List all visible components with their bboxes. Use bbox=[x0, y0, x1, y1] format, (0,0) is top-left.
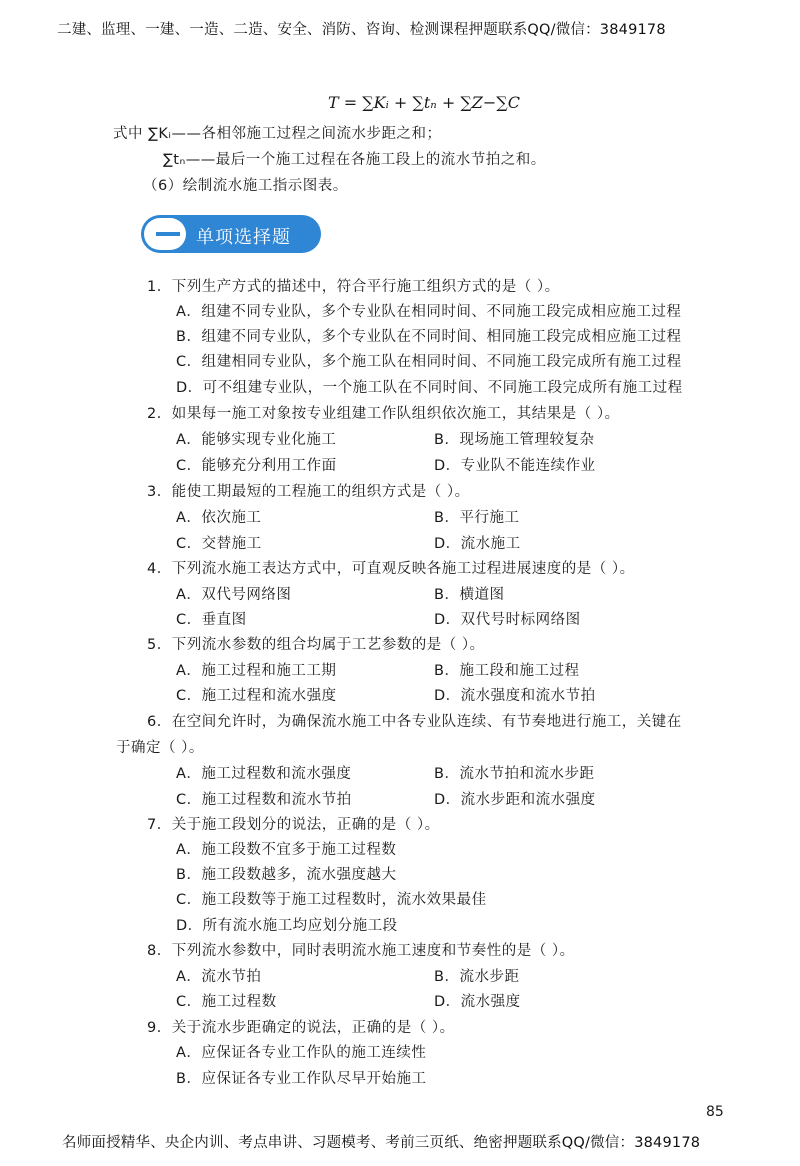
question-8-option-b: B．流水步距 bbox=[434, 969, 520, 985]
step-6: （6）绘制流水施工指示图表。 bbox=[143, 178, 348, 194]
question-3-option-d: D．流水施工 bbox=[434, 536, 521, 552]
section-title: 单项选择题 bbox=[196, 227, 291, 248]
question-1-stem: 1．下列生产方式的描述中，符合平行施工组织方式的是（ ）。 bbox=[147, 279, 560, 295]
formula: T = ∑Kᵢ + ∑tₙ + ∑Z−∑C bbox=[328, 93, 520, 112]
question-7-stem: 7．关于施工段划分的说法，正确的是（ ）。 bbox=[147, 817, 440, 833]
formula-note-1: 式中 ∑Kᵢ——各相邻施工过程之间流水步距之和； bbox=[113, 126, 442, 142]
question-8-option-a: A．流水节拍 bbox=[176, 969, 262, 985]
question-3-stem: 3．能使工期最短的工程施工的组织方式是（ ）。 bbox=[147, 484, 470, 500]
question-6-stem-line1: 6．在空间允许时，为确保流水施工中各专业队连续、有节奏地进行施工，关键在 bbox=[147, 714, 682, 730]
question-6-option-d: D．流水步距和流水强度 bbox=[434, 792, 596, 808]
question-3-option-a: A．依次施工 bbox=[176, 510, 262, 526]
question-5-option-a: A．施工过程和施工工期 bbox=[176, 663, 337, 679]
question-8-option-d: D．流水强度 bbox=[434, 994, 521, 1010]
question-2-option-b: B．现场施工管理较复杂 bbox=[434, 432, 595, 448]
question-6-stem-line2: 于确定（ ）。 bbox=[116, 740, 204, 756]
question-3-option-b: B．平行施工 bbox=[434, 510, 520, 526]
question-1-option-b: B．组建不同专业队，多个专业队在不同时间、相同施工段完成相应施工过程 bbox=[176, 329, 682, 345]
formula-note-2: ∑tₙ——最后一个施工过程在各施工段上的流水节拍之和。 bbox=[163, 152, 546, 168]
question-4-option-d: D．双代号时标网络图 bbox=[434, 612, 581, 628]
question-5-stem: 5．下列流水参数的组合均属于工艺参数的是（ ）。 bbox=[147, 637, 485, 653]
question-2-stem: 2．如果每一施工对象按专业组建工作队组织依次施工，其结果是（ ）。 bbox=[147, 406, 620, 422]
question-7-option-b: B．施工段数越多，流水强度越大 bbox=[176, 867, 397, 883]
question-9-option-a: A．应保证各专业工作队的施工连续性 bbox=[176, 1045, 427, 1061]
question-2-option-c: C．能够充分利用工作面 bbox=[176, 458, 337, 474]
question-6-option-a: A．施工过程数和流水强度 bbox=[176, 766, 352, 782]
header-ad-text: 二建、监理、一建、一造、二造、安全、消防、咨询、检测课程押题联系QQ/微信：3849178 bbox=[57, 22, 666, 38]
question-4-option-a: A．双代号网络图 bbox=[176, 587, 292, 603]
question-1-option-d: D．可不组建专业队，一个施工队在不同时间、不同施工段完成所有施工过程 bbox=[176, 380, 683, 396]
question-9-option-b: B．应保证各专业工作队尽早开始施工 bbox=[176, 1071, 427, 1087]
footer-ad-text: 名师面授精华、央企内训、考点串讲、习题模考、考前三页纸、绝密押题联系QQ/微信：3849178 bbox=[62, 1135, 701, 1151]
question-5-option-d: D．流水强度和流水节拍 bbox=[434, 688, 596, 704]
question-1-option-a: A．组建不同专业队，多个专业队在相同时间、不同施工段完成相应施工过程 bbox=[176, 304, 682, 320]
question-3-option-c: C．交替施工 bbox=[176, 536, 262, 552]
section-badge bbox=[141, 215, 321, 253]
question-7-option-a: A．施工段数不宜多于施工过程数 bbox=[176, 842, 397, 858]
question-4-option-c: C．垂直图 bbox=[176, 612, 247, 628]
question-7-option-d: D．所有流水施工均应划分施工段 bbox=[176, 918, 398, 934]
question-5-option-b: B．施工段和施工过程 bbox=[434, 663, 580, 679]
question-8-stem: 8．下列流水参数中，同时表明流水施工速度和节奏性的是（ ）。 bbox=[147, 943, 575, 959]
question-7-option-c: C．施工段数等于施工过程数时，流水效果最佳 bbox=[176, 892, 487, 908]
question-2-option-d: D．专业队不能连续作业 bbox=[434, 458, 596, 474]
section-number-glyph bbox=[156, 232, 180, 236]
question-4-stem: 4．下列流水施工表达方式中，可直观反映各施工过程进展速度的是（ ）。 bbox=[147, 561, 635, 577]
question-5-option-c: C．施工过程和流水强度 bbox=[176, 688, 337, 704]
question-4-option-b: B．横道图 bbox=[434, 587, 505, 603]
question-9-stem: 9．关于流水步距确定的说法，正确的是（ ）。 bbox=[147, 1020, 455, 1036]
question-6-option-b: B．流水节拍和流水步距 bbox=[434, 766, 595, 782]
page-number: 85 bbox=[706, 1104, 724, 1120]
question-8-option-c: C．施工过程数 bbox=[176, 994, 277, 1010]
question-2-option-a: A．能够实现专业化施工 bbox=[176, 432, 337, 448]
question-6-option-c: C．施工过程数和流水节拍 bbox=[176, 792, 352, 808]
section-number-icon bbox=[144, 218, 186, 250]
question-1-option-c: C．组建相同专业队，多个施工队在相同时间、不同施工段完成所有施工过程 bbox=[176, 354, 682, 370]
